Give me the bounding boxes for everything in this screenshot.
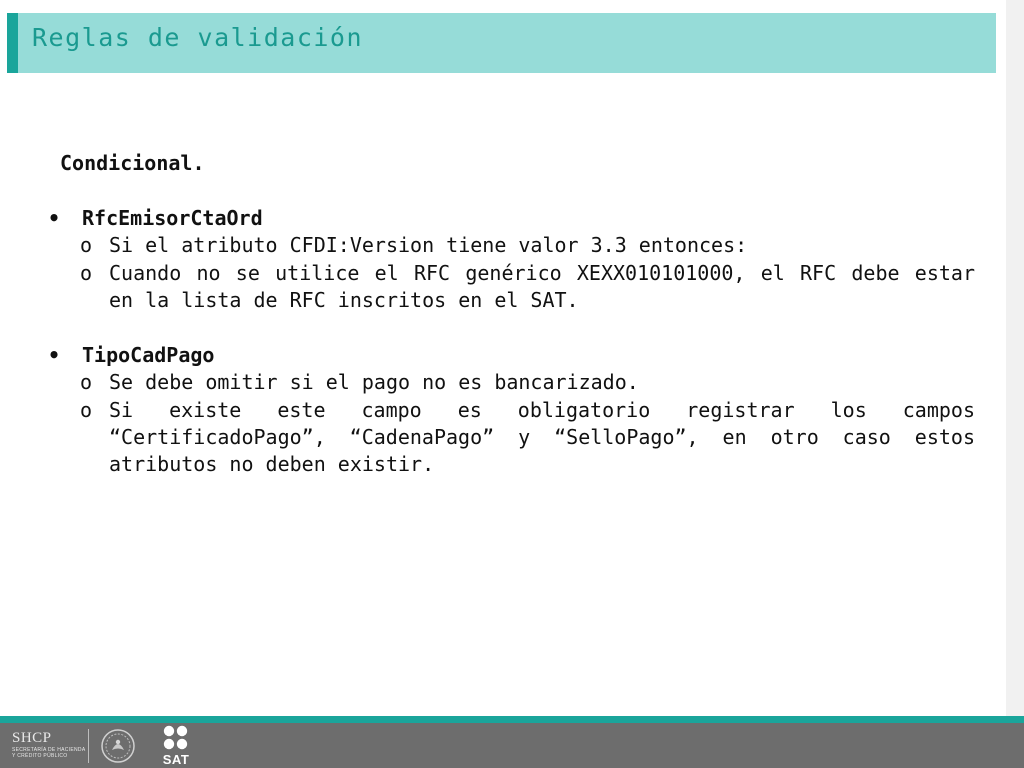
sub-bullet-text: Se debe omitir si el pago no es bancarizado.	[109, 370, 639, 394]
bullet-item	[48, 342, 214, 369]
bullet-icon: •	[48, 343, 61, 367]
slide-side-margin	[1006, 0, 1024, 716]
bullet-icon: •	[48, 206, 61, 230]
sub-bullet-icon: o	[80, 370, 93, 394]
section-heading: Condicional.	[60, 151, 205, 175]
shcp-logo: SHCP SECRETARÍA DE HACIENDA Y CRÉDITO PÚBLICO	[12, 730, 86, 759]
sub-bullet-text: Cuando no se utilice el RFC genérico XEXX010101000, el RFC debe estar en la lista de RFC inscritos en el SAT.	[109, 261, 975, 312]
sat-dots-icon	[153, 725, 201, 753]
footer-accent-line	[0, 716, 1024, 723]
national-seal-icon	[100, 728, 136, 764]
bullet-title: RfcEmisorCtaOrd	[82, 206, 263, 230]
slide-header	[7, 13, 996, 73]
sub-bullet-icon: o	[80, 261, 93, 285]
bullet-item	[48, 205, 263, 232]
sub-bullet-text: Si existe este campo es obligatorio registrar los campos “CertificadoPago”, “CadenaPago” y “SelloPago”, en otro caso estos atributos no deben existir.	[109, 398, 975, 476]
slide-title: Reglas de validación	[32, 23, 364, 52]
bullet-title: TipoCadPago	[82, 343, 215, 367]
sat-logo: SAT	[153, 725, 201, 767]
footer-bar	[0, 723, 1024, 768]
sub-bullet-icon: o	[80, 233, 93, 257]
sub-bullet-text: Si el atributo CFDI:Version tiene valor 3.3 entonces:	[109, 233, 748, 257]
logo-divider	[88, 729, 89, 763]
sub-bullet-icon: o	[80, 398, 93, 422]
